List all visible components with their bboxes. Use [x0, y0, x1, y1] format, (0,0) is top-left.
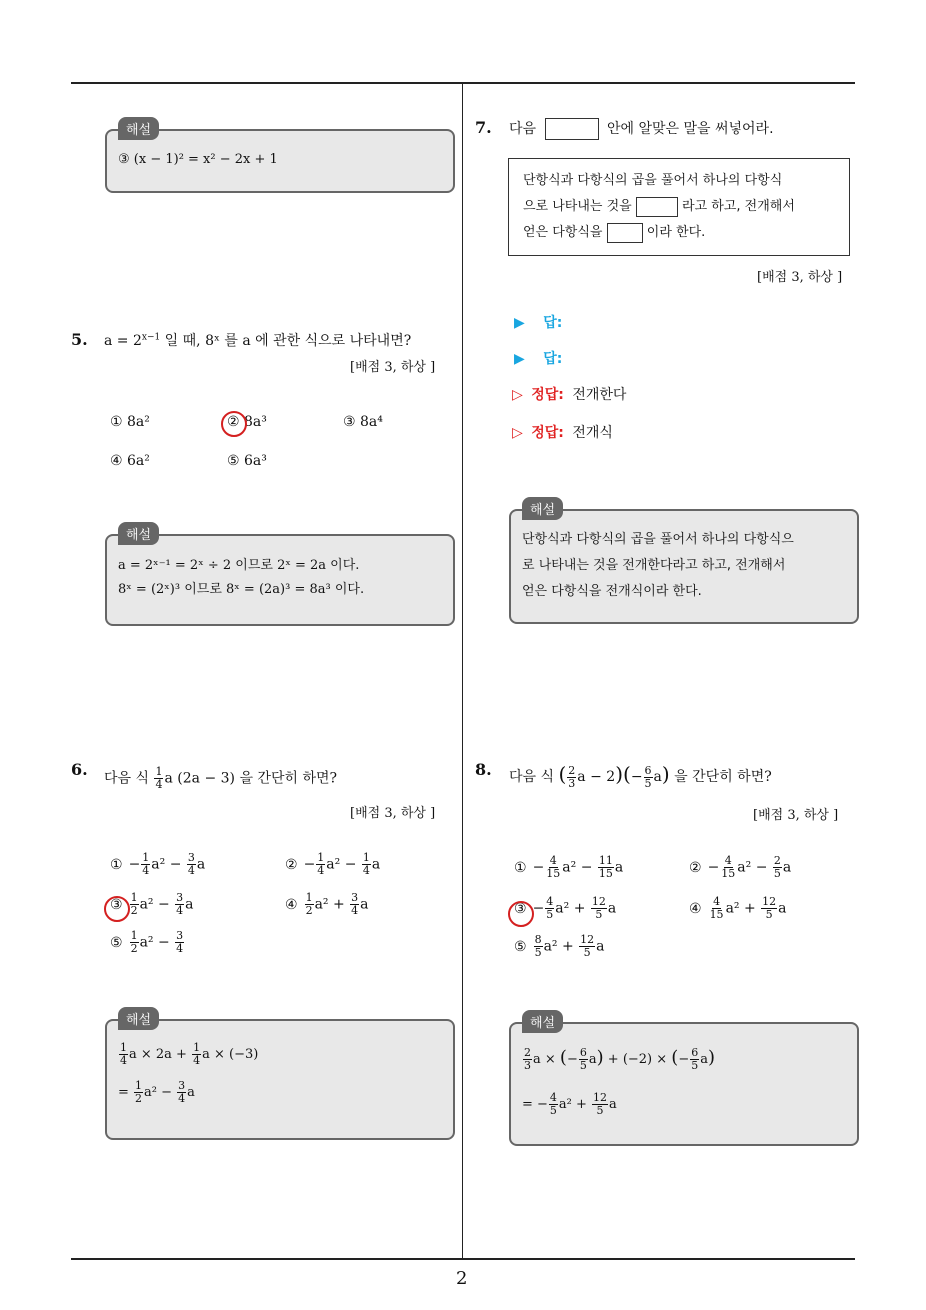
answer-label: 답:	[543, 351, 563, 367]
solution-tag: 해설	[118, 522, 159, 545]
choice-8-4[interactable]	[689, 896, 787, 921]
question-8-text: 다음 식 ( $\frac{2}{3}$ a − 2)(− $\frac{6}{5}$ a) 을 간단히 하면?	[509, 762, 772, 790]
choice-5-1[interactable]: ① 8a²	[110, 414, 150, 430]
correct-answer-1: 전개한다	[572, 387, 627, 403]
answer-arrow-icon: ▶	[514, 351, 525, 367]
choice-num: ④	[689, 900, 702, 917]
solution-tag: 해설	[522, 497, 563, 520]
page-number: 2	[456, 1268, 468, 1289]
box-line-3	[523, 221, 705, 243]
solution-tag: 해설	[118, 117, 159, 140]
correct-answer-2: 전개식	[572, 425, 613, 441]
blank-box	[545, 118, 599, 140]
choice-8-3[interactable]	[514, 896, 616, 921]
question-6-text	[104, 766, 337, 791]
solution-line: ③ (x − 1)² = x² − 2x + 1	[118, 152, 278, 167]
choice-6-4[interactable]	[285, 892, 369, 917]
top-rule	[71, 82, 855, 84]
choice-num: ①	[514, 859, 527, 876]
question-7-meta: [배점 3, 하상 ]	[757, 270, 843, 285]
choice-6-3[interactable]	[110, 892, 194, 917]
answer-row-2[interactable]	[514, 348, 562, 368]
choice-8-1[interactable]	[514, 855, 623, 880]
question-number-6: 6.	[71, 760, 88, 779]
column-divider	[462, 84, 463, 1260]
q6-text-post: a (2a − 3) 을 간단히 하면?	[164, 770, 337, 787]
choice-expr: $\frac{1}{2}$ a² − $\frac{3}{4}$	[130, 929, 184, 955]
choice-num: ②	[689, 859, 702, 876]
q8-text-post: 을 간단히 하면?	[674, 769, 772, 785]
choice-5-2[interactable]	[227, 414, 267, 430]
choice-num: ④	[285, 896, 298, 913]
choice-8-2[interactable]	[689, 855, 791, 880]
correct-label: 정답:	[531, 425, 564, 441]
q5-text-post: 일 때, 8ˣ 를 a 에 관한 식으로 나타내면?	[160, 333, 412, 349]
choice-expr: − $\frac{4}{15}$ a² − $\frac{11}{15}$ a	[532, 854, 624, 880]
solution-tag: 해설	[118, 1007, 159, 1030]
choice-5-2-label: ② 8a³	[227, 414, 267, 430]
choice-5-5[interactable]: ⑤ 6a³	[227, 453, 267, 469]
blank-box-2[interactable]	[607, 223, 643, 243]
q5-text-pre: a = 2	[104, 333, 142, 349]
choice-expr: − $\frac{1}{4}$ a² − $\frac{3}{4}$ a	[128, 851, 206, 877]
choice-8-5[interactable]	[514, 934, 605, 959]
question-7-text	[509, 118, 774, 140]
box-line-3-post: 이라 한다.	[646, 225, 706, 240]
box-line-1: 단항식과 다항식의 곱을 풀어서 하나의 다항식	[523, 173, 783, 188]
correct-arrow-icon: ▷	[512, 387, 523, 403]
q7-text-pre: 다음	[509, 121, 537, 137]
answer-label: 답:	[543, 315, 563, 331]
solution-7-line-3: 얻은 다항식을 전개식이라 한다.	[522, 584, 702, 599]
choice-num: ⑤	[514, 938, 527, 955]
choice-5-3[interactable]: ③ 8a⁴	[343, 414, 383, 430]
correct-answer-row-1	[512, 384, 626, 404]
box-line-2-post: 라고 하고, 전개해서	[682, 199, 795, 214]
selected-mark	[508, 901, 534, 927]
box-line-2-pre: 으로 나타내는 것을	[523, 199, 632, 214]
correct-answer-row-2	[512, 422, 613, 442]
choice-6-2[interactable]	[285, 852, 380, 877]
blank-box-1[interactable]	[636, 197, 678, 217]
q8-text-pre: 다음 식	[509, 769, 555, 785]
question-8-meta: [배점 3, 하상 ]	[753, 808, 839, 823]
frac: $\frac{1}{4}$	[155, 765, 163, 791]
choice-num: ①	[110, 856, 123, 873]
selected-mark	[104, 896, 130, 922]
box-line-2	[523, 195, 795, 217]
question-5-meta: [배점 3, 하상 ]	[350, 360, 436, 375]
solution-7-line-1: 단항식과 다항식의 곱을 풀어서 하나의 다항식으	[522, 532, 794, 547]
solution-5-line-2: 8ˣ = (2ˣ)³ 이므로 8ˣ = (2a)³ = 8a³ 이다.	[118, 582, 365, 597]
solution-tag: 해설	[522, 1010, 563, 1033]
correct-arrow-icon: ▷	[512, 425, 523, 441]
question-number-5: 5.	[71, 330, 88, 349]
choice-expr: $\frac{1}{2}$ a² + $\frac{3}{4}$ a	[305, 891, 369, 917]
q6-text-pre: 다음 식	[104, 770, 150, 787]
choice-expr: − $\frac{4}{15}$ a² − $\frac{2}{5}$ a	[707, 854, 792, 880]
choice-num: ③	[110, 896, 123, 913]
answer-row-1[interactable]	[514, 312, 562, 332]
solution-8-line-1: $\frac{2}{3}$ a × (− $\frac{6}{5}$ a) + (−2) × (− $\frac{6}{5}$ a)	[524, 1046, 716, 1072]
choice-5-4[interactable]: ④ 6a²	[110, 453, 150, 469]
choice-6-5[interactable]	[110, 930, 185, 955]
solution-box-q8	[509, 1022, 859, 1146]
bottom-rule	[71, 1258, 855, 1260]
choice-num: ③	[514, 900, 527, 917]
choice-num: ②	[285, 856, 298, 873]
question-5-text	[104, 330, 411, 350]
choice-num: ⑤	[110, 934, 123, 951]
choice-expr: $\frac{4}{15}$ a² + $\frac{12}{5}$ a	[709, 895, 787, 921]
solution-6-line-1: $\frac{1}{4}$ a × 2a + $\frac{1}{4}$ a × (−3)	[120, 1041, 259, 1067]
question-number-7: 7.	[475, 118, 492, 137]
choice-expr: $\frac{1}{2}$ a² − $\frac{3}{4}$ a	[130, 891, 194, 917]
solution-6-line-2: = $\frac{1}{2}$ a² − $\frac{3}{4}$ a	[118, 1079, 195, 1105]
q5-text-sup: x−1	[141, 332, 161, 343]
selected-mark	[221, 411, 247, 437]
solution-7-line-2: 로 나타내는 것을 전개한다라고 하고, 전개해서	[522, 558, 786, 573]
box-line-3-pre: 얻은 다항식을	[523, 225, 603, 240]
question-number-8: 8.	[475, 760, 492, 779]
solution-8-line-2: = − $\frac{4}{5}$ a² + $\frac{12}{5}$ a	[522, 1091, 617, 1117]
solution-5-line-1: a = 2ˣ⁻¹ = 2ˣ ÷ 2 이므로 2ˣ = 2a 이다.	[118, 558, 360, 573]
choice-expr: $\frac{8}{5}$ a² + $\frac{12}{5}$ a	[534, 933, 605, 959]
q7-text-post: 안에 알맞은 말을 써넣어라.	[606, 121, 774, 137]
question-7-box	[508, 158, 850, 256]
choice-expr: − $\frac{1}{4}$ a² − $\frac{1}{4}$ a	[303, 851, 381, 877]
answer-arrow-icon: ▶	[514, 315, 525, 331]
choice-expr: − $\frac{4}{5}$ a² + $\frac{12}{5}$ a	[532, 895, 617, 921]
question-6-meta: [배점 3, 하상 ]	[350, 806, 436, 821]
choice-6-1[interactable]	[110, 852, 205, 877]
correct-label: 정답:	[531, 387, 564, 403]
